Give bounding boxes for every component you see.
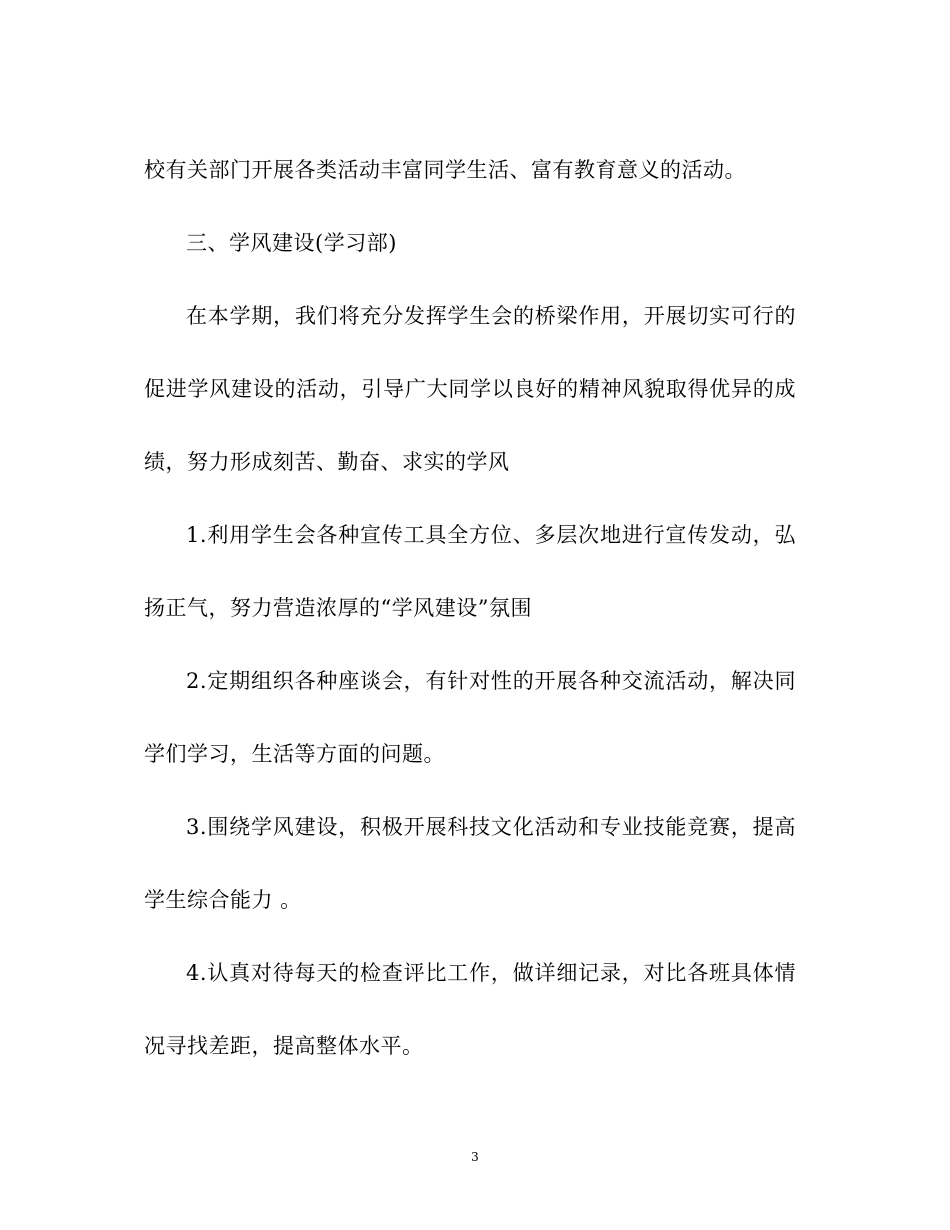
- page-number: 3: [471, 1150, 479, 1164]
- list-item-1: 1.利用学生会各种宣传工具全方位、多层次地进行宣传发动，弘扬正气，努力营造浓厚的“学风建设”氛围: [144, 523, 796, 620]
- list-item-3: 3.围绕学风建设，积极开展科技文化活动和专业技能竞赛，提高学生综合能力 。: [144, 815, 796, 912]
- paragraph-continuation: 校有关部门开展各类活动丰富同学生活、富有教育意义的活动。: [144, 158, 746, 182]
- document-body: [144, 134, 796, 1083]
- paragraph-intro: 在本学期，我们将充分发挥学生会的桥梁作用，开展切实可行的促进学风建设的活动，引导广大同学以良好的精神风貌取得优异的成绩，努力形成刻苦、勤奋、求实的学风: [144, 304, 796, 474]
- list-item-4: 4.认真对待每天的检查评比工作，做详细记录，对比各班具体情况寻找差距，提高整体水平。: [144, 961, 796, 1058]
- section-heading: 三、学风建设(学习部): [186, 231, 397, 255]
- list-item-2: 2.定期组织各种座谈会，有针对性的开展各种交流活动，解决同学们学习，生活等方面的问题。: [144, 669, 796, 766]
